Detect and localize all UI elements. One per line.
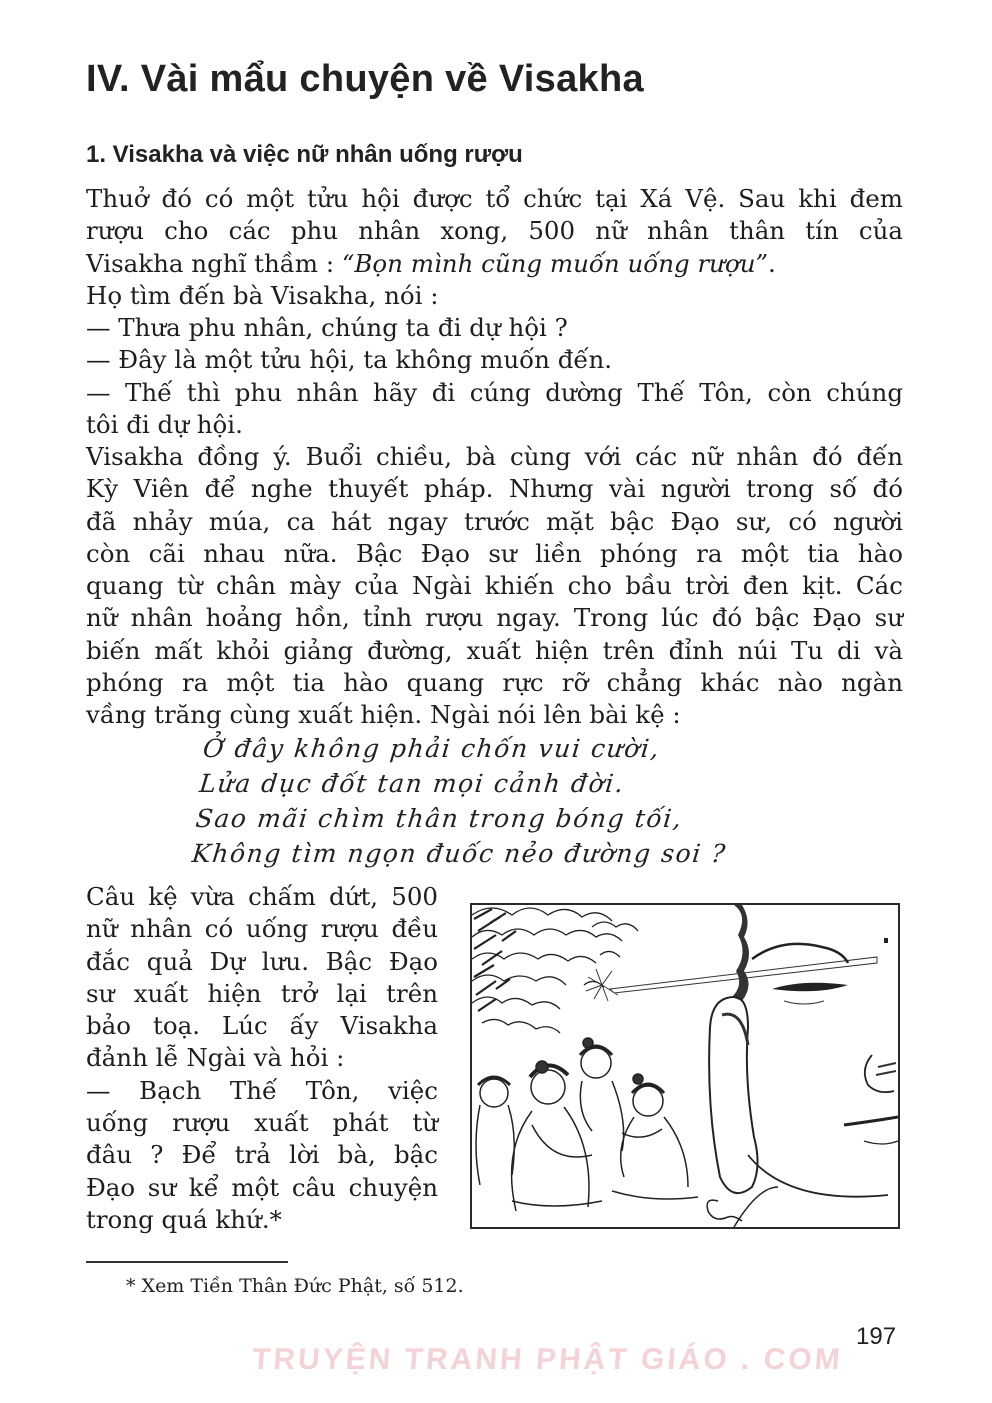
- text-fragment: Visakha nghĩ thầm :: [86, 248, 342, 278]
- women-group: [476, 1038, 742, 1221]
- watermark: TRUYỆN TRANH PHẬT GIÁO . COM: [250, 1343, 844, 1376]
- cloud-icon: [472, 908, 638, 1033]
- text-line: nữ nhân có uống rượu đều: [86, 914, 438, 944]
- text-line: sư xuất hiện trở lại trên: [86, 978, 438, 1008]
- text-line: [86, 248, 903, 280]
- text-line: đâu ? Để trả lời bà, bậc: [86, 1140, 438, 1170]
- text-line: Câu kệ vừa chấm dứt, 500: [86, 882, 438, 911]
- verse-line: Ở đây không phải chốn vui cười,: [201, 734, 662, 763]
- text-line: biến mất khỏi giảng đường, xuất hiện trên đỉnh núi Tu di và: [86, 635, 903, 665]
- text-line: trong quá khứ.*: [86, 1204, 282, 1234]
- light-burst: [586, 969, 618, 1001]
- text-line: đắc quả Dự lưu. Bậc Đạo: [86, 946, 438, 976]
- text-line: Họ tìm đến bà Visakha, nói :: [86, 280, 439, 310]
- dialogue-line: tôi đi dự hội.: [86, 409, 243, 439]
- section-title: 1. Visakha và việc nữ nhân uống rượu: [86, 141, 523, 168]
- dialogue: [86, 312, 903, 441]
- aside-paragraph: [86, 881, 438, 1236]
- text-line: Kỳ Viên để nghe thuyết pháp. Nhưng vài người trong số đó: [86, 474, 903, 504]
- footnote-divider: [86, 1261, 288, 1263]
- chapter-title: IV. Vài mẩu chuyện về Visakha: [86, 58, 644, 100]
- footnote: * Xem Tiền Thân Đức Phật, số 512.: [126, 1275, 464, 1297]
- verse-line: Không tìm ngọn đuốc nẻo đường soi ?: [190, 839, 729, 868]
- buddha-light-ray-illustration: [472, 905, 898, 1227]
- text-line: phóng ra một tia hào quang rực rỡ chẳng khác nào ngàn: [86, 668, 903, 698]
- eyebrow: [752, 944, 848, 963]
- text-line: Đạo sư kể một câu chuyện: [86, 1172, 438, 1202]
- verse: [190, 731, 739, 871]
- dialogue-line: — Đây là một tửu hội, ta không muốn đến.: [86, 345, 613, 375]
- illustration: [470, 903, 900, 1229]
- text-line: uống rượu xuất phát từ: [86, 1108, 438, 1138]
- text-line: đã nhảy múa, ca hát ngay trước mặt bậc Đạo sư, có người: [86, 506, 903, 536]
- ear: [709, 997, 757, 1193]
- text-line: rượu cho các phu nhân xong, 500 nữ nhân thân tín của: [86, 216, 903, 246]
- dialogue-line: — Thưa phu nhân, chúng ta đi dự hội ?: [86, 313, 568, 342]
- text-line: còn cãi nhau nữa. Bậc Đạo sư liền phóng ra một tia hào: [86, 538, 903, 568]
- text-line: Visakha đồng ý. Buổi chiều, bà cùng với các nữ nhân đó đến: [86, 442, 903, 471]
- text-line: vầng trăng cùng xuất hiện. Ngài nói lên bài kệ :: [86, 700, 681, 730]
- text-line: bảo toạ. Lúc ấy Visakha: [86, 1011, 438, 1041]
- intro-paragraph: [86, 183, 903, 312]
- closed-eye: [772, 983, 848, 992]
- cloud-hatching: [474, 909, 516, 1011]
- text-line: đảnh lễ Ngài và hỏi :: [86, 1043, 345, 1073]
- page-number: 197: [856, 1323, 897, 1350]
- hair: [732, 905, 749, 1001]
- text-fragment: .: [768, 248, 776, 278]
- dialogue-line: — Thế thì phu nhân hãy đi cúng dường Thế Tôn, còn chúng: [86, 377, 903, 407]
- verse-line: Sao mãi chìm thân trong bóng tối,: [194, 804, 685, 833]
- text-line: — Bạch Thế Tôn, việc: [86, 1075, 438, 1105]
- story-paragraph: [86, 441, 903, 732]
- inner-thought-quote: “Bọn mình cũng muốn uống rượu”: [341, 248, 769, 278]
- text-line: quang từ chân mày của Ngài khiến cho bầu trời đen kịt. Các: [86, 571, 903, 601]
- mouth: [844, 1117, 898, 1125]
- text-line: Thuở đó có một tửu hội được tổ chức tại Xá Vệ. Sau khi đem: [86, 184, 903, 213]
- verse-line: Lửa dục đốt tan mọi cảnh đời.: [197, 769, 627, 798]
- text-line: nữ nhân hoảng hồn, tỉnh rượu ngay. Trong lúc đó bậc Đạo sư: [86, 603, 903, 633]
